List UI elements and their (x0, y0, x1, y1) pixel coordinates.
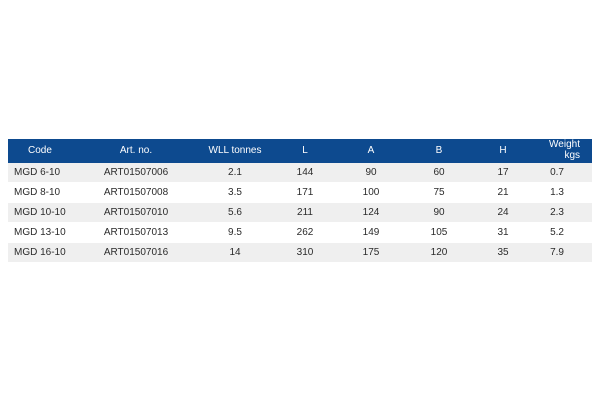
cell-b: 120 (410, 243, 468, 263)
cell-art-no: ART01507008 (80, 183, 192, 203)
cell-code: MGD 13-10 (8, 223, 80, 243)
cell-a: 175 (332, 243, 410, 263)
table-header-row (8, 139, 592, 162)
cell-code: MGD 6-10 (8, 162, 80, 183)
cell-wll: 5.6 (192, 203, 278, 223)
cell-a: 149 (332, 223, 410, 243)
cell-l: 310 (278, 243, 332, 263)
cell-b: 90 (410, 203, 468, 223)
cell-weight: 5.2 (538, 223, 592, 243)
cell-a: 124 (332, 203, 410, 223)
table-row (8, 203, 592, 223)
table-row (8, 223, 592, 243)
cell-b: 60 (410, 162, 468, 183)
header-code: Code (8, 139, 80, 162)
cell-l: 171 (278, 183, 332, 203)
cell-code: MGD 16-10 (8, 243, 80, 263)
cell-code: MGD 10-10 (8, 203, 80, 223)
cell-a: 100 (332, 183, 410, 203)
cell-b: 105 (410, 223, 468, 243)
cell-h: 24 (468, 203, 538, 223)
cell-art-no: ART01507006 (80, 162, 192, 183)
cell-h: 35 (468, 243, 538, 263)
cell-weight: 7.9 (538, 243, 592, 263)
header-a: A (332, 139, 410, 162)
table-row (8, 183, 592, 203)
cell-h: 31 (468, 223, 538, 243)
cell-weight: 1.3 (538, 183, 592, 203)
header-weight: Weight kgs (538, 139, 592, 162)
table-row (8, 243, 592, 263)
cell-art-no: ART01507010 (80, 203, 192, 223)
spec-table (8, 139, 592, 263)
header-art-no: Art. no. (80, 139, 192, 162)
header-wll: WLL tonnes (192, 139, 278, 162)
header-l: L (278, 139, 332, 162)
cell-a: 90 (332, 162, 410, 183)
cell-h: 21 (468, 183, 538, 203)
header-b: B (410, 139, 468, 162)
cell-l: 262 (278, 223, 332, 243)
cell-wll: 2.1 (192, 162, 278, 183)
cell-wll: 9.5 (192, 223, 278, 243)
cell-wll: 3.5 (192, 183, 278, 203)
cell-wll: 14 (192, 243, 278, 263)
header-h: H (468, 139, 538, 162)
table-row (8, 162, 592, 183)
cell-b: 75 (410, 183, 468, 203)
cell-h: 17 (468, 162, 538, 183)
cell-code: MGD 8-10 (8, 183, 80, 203)
cell-art-no: ART01507013 (80, 223, 192, 243)
cell-weight: 0.7 (538, 162, 592, 183)
cell-l: 144 (278, 162, 332, 183)
cell-weight: 2.3 (538, 203, 592, 223)
cell-art-no: ART01507016 (80, 243, 192, 263)
cell-l: 211 (278, 203, 332, 223)
